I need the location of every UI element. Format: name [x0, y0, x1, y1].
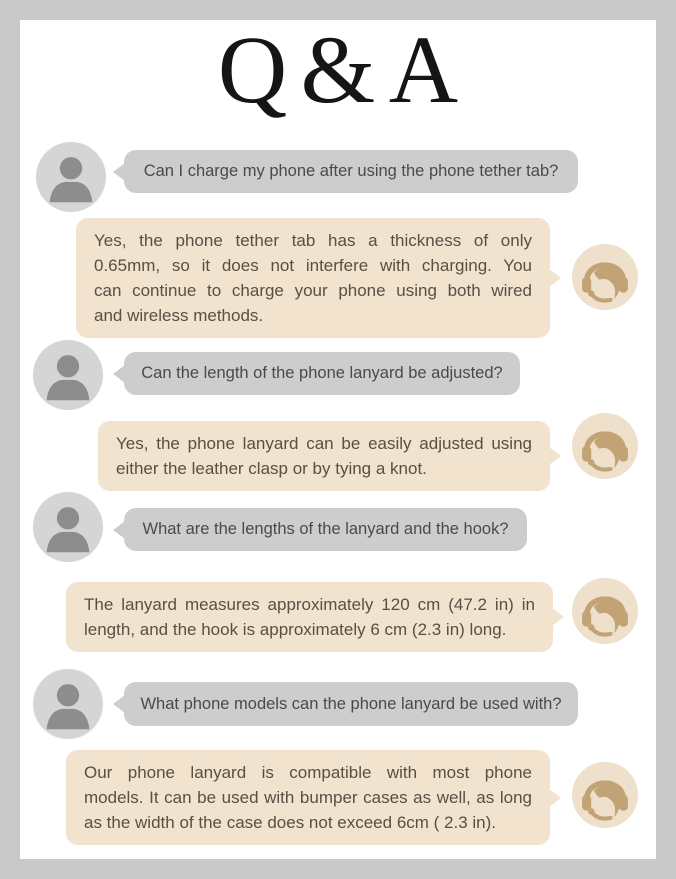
- answer-text: Yes, the phone tether tab has a thickness of only: [94, 231, 532, 250]
- user-avatar-icon: [33, 669, 103, 739]
- question-text: Can I charge my phone after using the phone tether tab?: [143, 162, 559, 180]
- agent-avatar: [572, 244, 638, 310]
- user-avatar-icon: [33, 492, 103, 562]
- answer-text: Our phone lanyard is compatible with most phone: [84, 763, 532, 782]
- support-agent-headset-icon: [572, 244, 638, 310]
- answer-text: either the leather clasp or by tying a knot.: [116, 459, 427, 478]
- answer-text: can continue to charge your phone using both wired: [94, 281, 532, 300]
- agent-avatar: [572, 578, 638, 644]
- question-bubble: [124, 682, 578, 726]
- question-text: Can the length of the phone lanyard be adjusted?: [141, 364, 503, 382]
- answer-bubble: [66, 582, 553, 652]
- answer-text: Yes, the phone lanyard can be easily adjusted using: [116, 434, 532, 453]
- answer-text: 0.65mm, so it does not interfere with charging. You: [94, 256, 532, 275]
- agent-avatar: [572, 413, 638, 479]
- question-text: What phone models can the phone lanyard be used with?: [140, 694, 562, 713]
- avatar: [33, 669, 103, 739]
- answer-text: and wireless methods.: [94, 306, 264, 325]
- answer-text: models. It can be used with bumper cases as well, as long: [84, 788, 532, 807]
- avatar: [36, 142, 106, 212]
- avatar: [33, 340, 103, 410]
- answer-bubble: [98, 421, 550, 491]
- question-bubble: [124, 352, 520, 395]
- question-bubble: [124, 508, 527, 551]
- user-avatar-icon: [33, 340, 103, 410]
- question-text: What are the lengths of the lanyard and the hook?: [142, 520, 509, 538]
- agent-avatar: [572, 762, 638, 828]
- user-avatar-icon: [36, 142, 106, 212]
- answer-bubble: [66, 750, 550, 845]
- avatar: [33, 492, 103, 562]
- support-agent-headset-icon: [572, 762, 638, 828]
- question-bubble: [124, 150, 578, 193]
- answer-text: length, and the hook is approximately 6 cm (2.3 in) long.: [84, 620, 507, 639]
- support-agent-headset-icon: [572, 413, 638, 479]
- answer-bubble: [76, 218, 550, 338]
- answer-text: as the width of the case does not exceed 6cm ( 2.3 in).: [84, 813, 497, 832]
- support-agent-headset-icon: [572, 578, 638, 644]
- page-title: Q&A: [217, 16, 472, 123]
- answer-text: The lanyard measures approximately 120 cm (47.2 in) in: [84, 595, 535, 614]
